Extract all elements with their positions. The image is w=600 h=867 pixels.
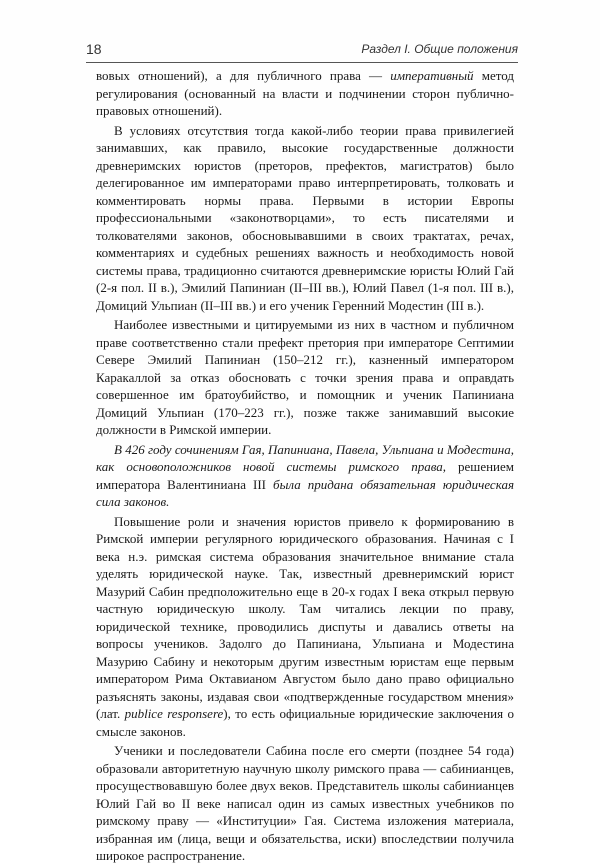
paragraph-sabinians: Ученики и последователи Сабина после его смерти (позднее 54 года) образовали авторитетную научную школу римского права — сабинианцев, просуществовавшую более двух веков. Представитель школы сабинианцев Юлий Гай во II веке написал один из самых известных учебников по римскому праву — «Институции» Гая. Система изложения материала, избранная им (лица, вещи и обязательства, иски) впоследствии получила широкое распространение. — [96, 743, 514, 863]
paragraph-law-of-citations — [96, 441, 514, 511]
text-run: метод регулирования (основанный на власти и подчинении сторон публично-правовых отношений). — [96, 68, 514, 118]
section-title: Раздел I. Общие положения — [361, 42, 518, 56]
text-run: вовых отношений), а для публичного права — — [96, 68, 391, 83]
latin-term: publice responsere — [124, 706, 224, 721]
emphasis-text: была придана обязательная юридическая сила законов. — [96, 476, 514, 509]
paragraph-continued — [96, 67, 514, 120]
emphasis-text: императивный — [390, 68, 474, 83]
paragraph-jurists: В условиях отсутствия тогда какой-либо теории права привилегией занимавших, как правило, высокие государственные должности древнеримских юристов (преторов, префектов, магистратов) было делегированное им императорами право интерпретировать, толковать и комментировать нормы права. Первыми в истории Европы профессиональными «законотворцами», то есть писателями и толкователями законов, обосновывавшими в своих трактатах, речах, комментариях и судебных решениях важность и необходимость новой системы права, традиционно считаются древнеримские юристы Юлий Гай (2-я пол. II в.), Эмилий Папиниан (II–III вв.), Юлий Павел (1-я пол. III в.), Домиций Ульпиан (II–III вв.) и его ученик Геренний Модестин (III в.). — [96, 122, 514, 313]
body-text — [96, 67, 514, 867]
header-divider — [86, 62, 518, 63]
paragraph-papinian-ulpian: Наиболее известными и цитируемыми из них в частном и публичном праве соответственно стали префект претория при императоре Септимии Севере Эмилий Папиниан (150–212 гг.), казненный императором Каракаллой за отказ обосновать с точки зрения права и оправдать совершенное им братоубийство, и помощник и ученик Папиниана Домиций Ульпиан (170–223 гг.), позже также занимавший высокие должности в Римской империи. — [96, 317, 514, 437]
text-run: ), то есть официальные юридические заключения о смысле законов. — [96, 706, 514, 739]
paragraph-legal-education — [96, 513, 514, 741]
running-header — [86, 41, 518, 61]
emphasis-text: В 426 году сочинениям Гая, Папиниана, Павела, Ульпиана и Модестина, как основоположников новой системы римского права, — [96, 441, 514, 474]
text-run: Повышение роли и значения юристов привело к формированию в Римской империи регулярного юридического образования. Начиная с I века н.э. римская система образования значительное внимание стала уделять юридической науке. Так, известный древнеримский юрист Мазурий Сабин предположительно еще в 20-х годах I века открыл первую частную юридическую школу. Там читались лекции по праву, юридической технике, проводились диспуты и давались ответы на вопросы учеников. Задолго до Папиниана, Ульпиана и Модестина Мазурию Сабину и некоторым другим известным юристам еще первым императором Рима Октавианом Августом было дано право официально разъяснять законы, издавая свои «подтвержденные государством мнения» (лат. — [96, 513, 514, 721]
text-run: решением императора Валентиниана III — [96, 459, 514, 492]
page-number: 18 — [86, 41, 102, 57]
